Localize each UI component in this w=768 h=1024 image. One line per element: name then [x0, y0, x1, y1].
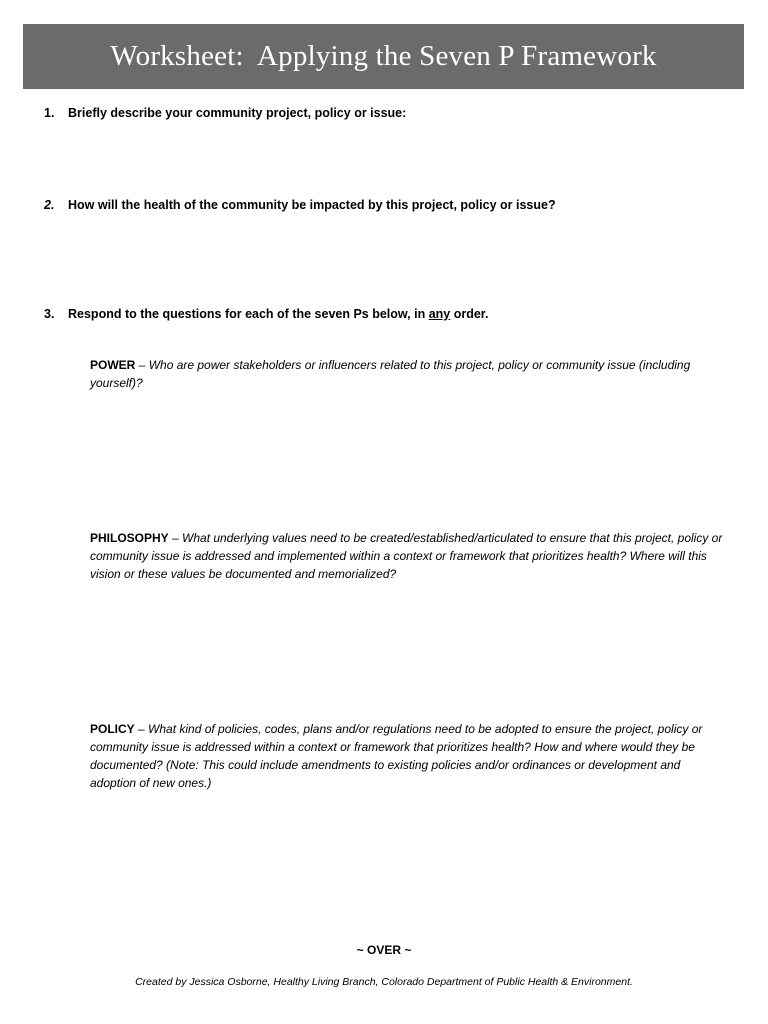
- p-description: What kind of policies, codes, plans and/or regulations need to be adopted to ensure the project, policy or community issue is addressed within a context or framework that prioritizes health? How and where would they be documented? (Note: This could include amendments to existing policies and/or ordinances or development and adoption of new ones.): [90, 722, 703, 790]
- question-number: 2.: [44, 198, 55, 212]
- question-text: [68, 305, 488, 323]
- p-term: POWER: [90, 358, 136, 372]
- p-term: PHILOSOPHY: [90, 531, 169, 545]
- page-title: Worksheet: Applying the Seven P Framework: [110, 40, 657, 72]
- p-item-philosophy: [90, 529, 726, 583]
- p-dash: –: [134, 722, 149, 736]
- p-dash: –: [135, 358, 149, 372]
- p-item-policy: [90, 720, 726, 792]
- question-text: Briefly describe your community project, policy or issue:: [68, 106, 407, 120]
- question-text-end: order.: [450, 307, 489, 321]
- over-marker: ~ OVER ~: [356, 943, 412, 957]
- question-2: [44, 196, 556, 214]
- question-3: [44, 305, 488, 323]
- p-description: Who are power stakeholders or influencers related to this project, policy or community issue (including yourself)?: [90, 358, 691, 390]
- p-item-power: [90, 356, 726, 392]
- question-text: How will the health of the community be impacted by this project, policy or issue?: [68, 198, 556, 212]
- question-text-start: Respond to the questions for each of the seven Ps below, in: [68, 307, 429, 321]
- p-description: What underlying values need to be created/established/articulated to ensure that this project, policy or community issue is addressed and implemented within a context or framework that prioritizes health? Where will this vision or these values be documented and memorialized?: [90, 531, 723, 581]
- p-dash: –: [168, 531, 183, 545]
- underlined-word: any: [428, 307, 451, 321]
- question-number: 3.: [44, 307, 55, 321]
- p-term: POLICY: [90, 722, 135, 736]
- footer-credit: Created by Jessica Osborne, Healthy Living Branch, Colorado Department of Public Health & Environment.: [135, 976, 633, 988]
- title-banner: [23, 24, 744, 89]
- question-1: [44, 104, 406, 122]
- question-number: 1.: [44, 106, 55, 120]
